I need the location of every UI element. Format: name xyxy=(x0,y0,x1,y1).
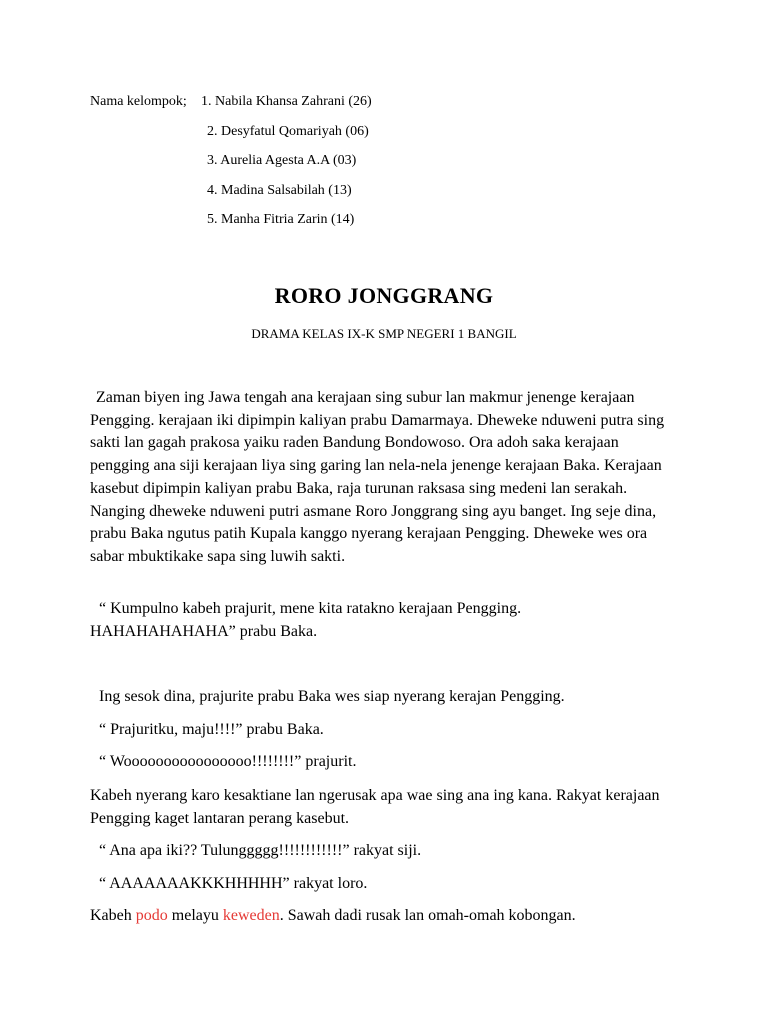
document-title: RORO JONGGRANG xyxy=(274,283,494,308)
text-segment: Kabeh xyxy=(90,907,136,924)
narration-paragraph-final xyxy=(90,905,680,928)
members-label: Nama kelompok; xyxy=(90,94,187,109)
dialogue-paragraph: “ Kumpulno kabeh prajurit, mene kita ratakno kerajaan Pengging. HAHAHAHAHAHA” prabu Baka. xyxy=(90,600,522,640)
member-name: 1. Nabila Khansa Zahrani (26) xyxy=(201,94,372,109)
member-name: 3. Aurelia Agesta A.A (03) xyxy=(207,153,357,168)
highlighted-word: podo xyxy=(135,907,168,924)
dialogue-paragraph: “ Prajuritku, maju!!!!” prabu Baka. xyxy=(99,721,324,738)
narration-paragraph: Ing sesok dina, prajurite prabu Baka wes siap nyerang kerajan Pengging. xyxy=(99,688,565,705)
dialogue-paragraph: “ Ana apa iki?? Tulunggggg!!!!!!!!!!!!” rakyat siji. xyxy=(99,842,422,859)
document-subtitle: DRAMA KELAS IX-K SMP NEGERI 1 BANGIL xyxy=(251,326,517,341)
member-name: 2. Desyfatul Qomariyah (06) xyxy=(207,123,369,139)
dialogue-paragraph: “ Woooooooooooooooo!!!!!!!!” prajurit. xyxy=(99,753,357,770)
member-name: 4. Madina Salsabilah (13) xyxy=(207,182,352,198)
highlighted-word: keweden xyxy=(222,907,280,924)
dialogue-paragraph: “ AAAAAAAKKKHHHHH” rakyat loro. xyxy=(99,875,368,892)
paragraph-intro: Zaman biyen ing Jawa tengah ana kerajaan sing subur lan makmur jenenge kerajaan Pengging. kerajaan iki dipimpin kaliyan prabu Damarmaya. Dheweke nduweni putra sing sakti lan gagah prakosa yaiku raden Bandung Bondowoso. Ora adoh saka kerajaan pengging ana siji kerajaan liya sing garing lan nela-nela jenenge kerajaan Baka. Kerajaan kasebut dipimpin kaliyan prabu Baka, raja turunan raksasa sing medeni lan serakah. Nanging dheweke nduweni putri asmane Roro Jonggrang sing ayu banget. Ing seje dina, prabu Baka ngutus patih Kupala kanggo nyerang kerajaan Pengging. Dheweke wes ora sabar mbuktikake sapa sing luwih sakti. xyxy=(90,389,665,565)
member-name: 5. Manha Fitria Zarin (14) xyxy=(207,212,355,227)
text-segment: . Sawah dadi rusak lan omah-omah kobongan. xyxy=(279,907,576,924)
narration-paragraph: Kabeh nyerang karo kesaktiane lan ngerusak apa wae sing ana ing kana. Rakyat kerajaan Pengging kaget lantaran perang kasebut. xyxy=(90,787,660,827)
text-segment: melayu xyxy=(167,907,223,924)
